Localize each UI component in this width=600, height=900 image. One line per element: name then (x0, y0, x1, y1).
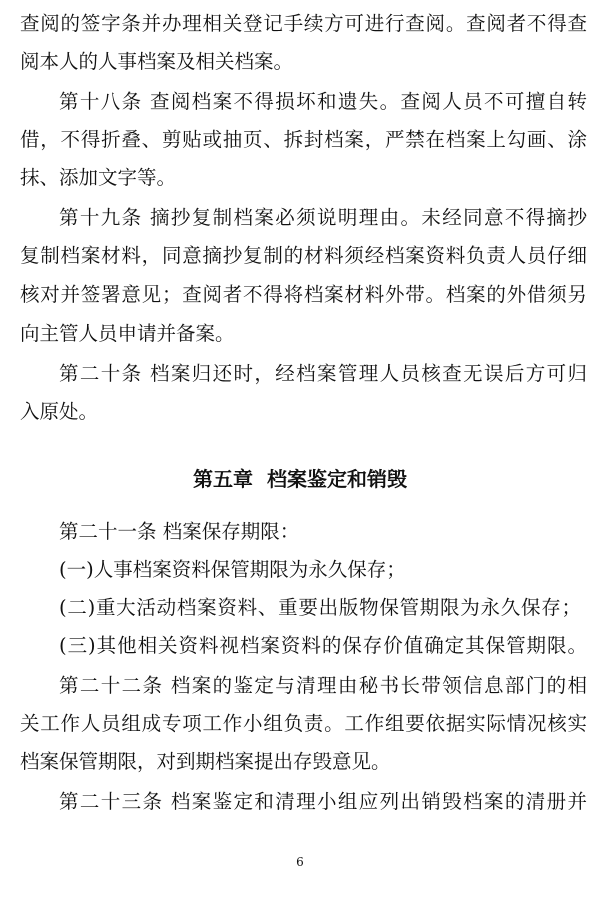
text-line: (一)人事档案资料保管期限为永久保存； (59, 558, 406, 581)
body-line (0, 356, 600, 392)
text-line: 借，不得折叠、剪贴或抽页、拆封档案，严禁在档案上勾画、涂 (20, 128, 587, 151)
body-line (0, 394, 600, 430)
body-line (0, 590, 600, 626)
body-line (0, 238, 600, 274)
text-line: 查阅的签字条并办理相关登记手续方可进行查阅。查阅者不得查 (20, 12, 587, 35)
chapter-heading: 第五章 档案鉴定和销毁 (193, 467, 407, 491)
body-line (0, 44, 600, 80)
body-line (0, 706, 600, 742)
text-line: (二)重大活动档案资料、重要出版物保管期限为永久保存； (59, 596, 581, 619)
text-line: 关工作人员组成专项工作小组负责。工作组要依据实际情况核实 (20, 712, 587, 735)
text-line: 第二十二条 档案的鉴定与清理由秘书长带领信息部门的相 (59, 674, 587, 697)
body-line (0, 84, 600, 120)
text-line: 第二十条 档案归还时，经档案管理人员核查无误后方可归 (59, 362, 587, 385)
text-line: 第二十一条 档案保存期限： (59, 520, 300, 543)
text-line: 入原处。 (20, 400, 99, 423)
body-line (0, 668, 600, 704)
text-line: (三)其他相关资料视档案资料的保存价值确定其保管期限。 (59, 634, 587, 657)
page-number: 6 (296, 855, 304, 869)
body-line (0, 6, 600, 42)
body-line (0, 160, 600, 196)
text-line: 核对并签署意见；查阅者不得将档案材料外带。档案的外借须另 (20, 283, 587, 306)
body-line (0, 552, 600, 588)
text-line: 阅本人的人事档案及相关档案。 (20, 50, 294, 73)
text-line: 第二十三条 档案鉴定和清理小组应列出销毁档案的清册并 (59, 790, 587, 813)
body-line (0, 514, 600, 550)
body-line (0, 200, 600, 236)
text-line: 档案保管期限，对到期档案提出存毁意见。 (20, 750, 391, 773)
body-line (0, 316, 600, 352)
body-line (0, 277, 600, 313)
body-line (0, 744, 600, 780)
text-line: 抹、添加文字等。 (20, 166, 177, 189)
body-line (0, 122, 600, 158)
text-line: 第十八条 查阅档案不得损坏和遗失。查阅人员不可擅自转 (59, 90, 587, 113)
text-line: 第十九条 摘抄复制档案必须说明理由。未经同意不得摘抄 (59, 206, 587, 229)
text-line: 复制档案材料，同意摘抄复制的材料须经档案资料负责人员仔细 (20, 244, 587, 267)
text-line: 向主管人员申请并备案。 (20, 322, 235, 345)
body-line (0, 628, 600, 664)
body-line (0, 784, 600, 820)
